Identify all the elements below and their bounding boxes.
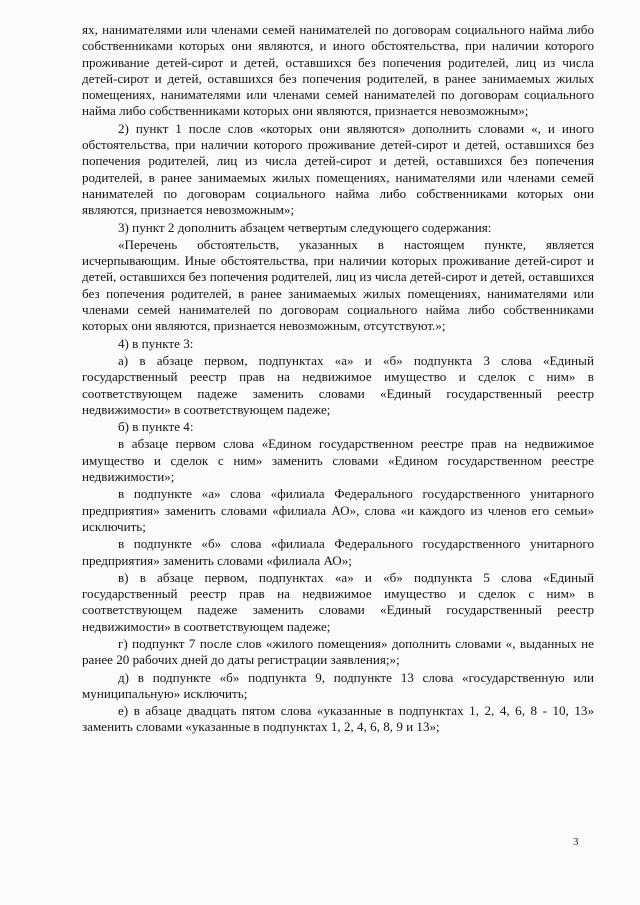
paragraph-continuation: ях, нанимателями или членами семей нанимателей по договорам социального найма либо собственниками которых они являются, и иного обстоятельства, при наличии которого проживание детей-сирот и детей, оставшихся без попечения родителей, лиц из числа детей-сирот и детей, оставшихся без попечения родителей, в ранее занимаемых жилых помещениях, нанимателями или членами семей нанимателей по договорам социального найма либо собственниками которых они являются, признается невозможным»; bbox=[82, 22, 594, 119]
document-body bbox=[82, 22, 594, 736]
paragraph-sub-b-b: в подпункте «б» слова «филиала Федерального государственного унитарного предприятия» заменить словами «филиала АО»; bbox=[82, 536, 594, 568]
paragraph-item-2: 2) пункт 1 после слов «которых они являются» дополнить словами «, и иного обстоятельства, при наличии которого проживание детей-сирот и детей, оставшихся без попечения родителей, лиц из числа детей-сирот и детей, оставшихся без попечения родителей, в ранее занимаемых жилых помещениях, нанимателями или членами семей нанимателей по договорам социального найма либо собственниками которых они являются, признается невозможным»; bbox=[82, 120, 594, 218]
paragraph-sub-b: б) в пункте 4: bbox=[118, 419, 194, 435]
paragraph-sub-a: а) в абзаце первом, подпунктах «а» и «б» подпункта 3 слова «Единый государственный реестр прав на недвижимое имущество и сделок с ним» в соответствующем падеже заменить словами «Единый государственный реестр недвижимости» в соответствующем падеже; bbox=[82, 352, 594, 417]
paragraph-sub-d: д) в подпункте «б» подпункта 9, подпункте 13 слова «государственную или муниципальную» исключить; bbox=[82, 669, 594, 701]
paragraph-sub-b-first: в абзаце первом слова «Едином государственном реестре прав на недвижимое имущество и сделок с ним» заменить словами «Едином государственном реестре недвижимости»; bbox=[82, 436, 594, 485]
paragraph-sub-g: г) подпункт 7 после слов «жилого помещения» дополнить словами «, выданных не ранее 20 рабочих дней до даты регистрации заявления;»; bbox=[82, 635, 594, 668]
paragraph-sub-v: в) в абзаце первом, подпунктах «а» и «б» подпункта 5 слова «Единый государственный реестр прав на недвижимое имущество и сделок с ним» в соответствующем падеже заменить словами «Единый государственный реестр недвижимости» в соответствующем падеже; bbox=[82, 569, 594, 634]
paragraph-sub-e: е) в абзаце двадцать пятом слова «указанные в подпунктах 1, 2, 4, 6, 8 - 10, 13» заменить словами «указанные в подпунктах 1, 2, 4, 6, 8, 9 и 13»; bbox=[82, 703, 594, 735]
paragraph-item-4: 4) в пункте 3: bbox=[118, 335, 194, 351]
page-number: 3 bbox=[573, 836, 579, 848]
paragraph-sub-b-a: в подпункте «а» слова «филиала Федерального государственного унитарного предприятия» заменить словами «филиала АО», слова «и каждого из членов его семьи» исключить; bbox=[82, 486, 594, 534]
paragraph-quote: «Перечень обстоятельств, указанных в настоящем пункте, является исчерпывающим. Иные обстоятельства, при наличии которых проживание детей-сирот и детей, оставшихся без попечения родителей, лиц из числа детей-сирот и детей, оставшихся без попечения родителей, в ранее занимаемых жилых помещениях, нанимателями или членами семей нанимателей по договорам социального найма либо собственниками которых они являются, признается невозможным, отсутствуют.»; bbox=[82, 236, 594, 334]
paragraph-item-3: 3) пункт 2 дополнить абзацем четвертым следующего содержания: bbox=[118, 219, 492, 235]
